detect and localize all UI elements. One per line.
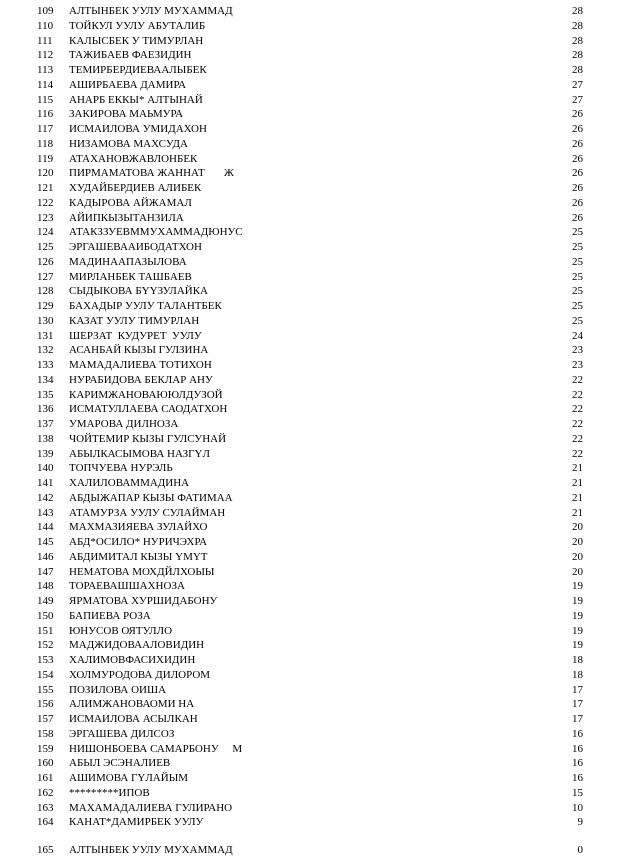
row-number: 134: [37, 373, 54, 386]
score-value: 19: [572, 595, 583, 607]
student-name: АШИМОВА ГҮЛАЙЫМ: [69, 772, 189, 784]
score-value: 25: [572, 314, 583, 327]
list-item: [0, 565, 619, 579]
row-number: 128: [37, 285, 54, 298]
row-number: 156: [37, 698, 54, 711]
list-item: [0, 653, 619, 667]
score-value: 16: [572, 727, 583, 740]
student-name: КАНАТ*ДАМИРБЕК УУЛУ: [69, 816, 204, 829]
student-name: ТЕМИРБЕРДИЕВААЛЫБЕК: [69, 64, 207, 76]
list-item: [0, 447, 619, 461]
list-item: [0, 358, 619, 372]
list-item: [0, 373, 619, 387]
list-item: [0, 668, 619, 682]
list-item: [0, 196, 619, 210]
row-number: 160: [37, 757, 54, 770]
list-item: [0, 137, 619, 151]
row-number: 130: [37, 314, 54, 327]
row-number: 165: [37, 844, 54, 856]
student-name: ПИРМАМАТОВА ЖАННАТ Ж: [69, 167, 234, 180]
student-name: ТОЙКУЛ УУЛУ АБУТАЛИБ: [69, 19, 206, 32]
student-name: ХАЛИЛОВАММАДИНА: [69, 477, 190, 489]
score-value: 25: [572, 285, 583, 298]
list-item: [0, 78, 619, 92]
score-value: 22: [572, 388, 583, 401]
student-name: ТОРАЕВАШШАХНОЗА: [69, 580, 185, 593]
score-value: 16: [572, 772, 583, 784]
student-name: ЭРГАШЕВААИБОДАТХОН: [69, 241, 202, 253]
student-name: АТАХАНОВЖАВЛОНБЕК: [69, 152, 198, 165]
student-name: ТОПЧУЕВА НУРЭЛЬ: [69, 462, 173, 475]
list-item: [0, 638, 619, 652]
score-value: 17: [572, 713, 583, 725]
score-value: 22: [572, 418, 583, 430]
score-value: 9: [577, 816, 583, 829]
student-name: МАХАМАДАЛИЕВА ГУЛИРАНО: [69, 801, 233, 814]
student-name: БАПИЕВА РОЗА: [69, 609, 151, 622]
list-item: [0, 756, 619, 770]
score-value: 18: [572, 654, 583, 666]
student-name: НИЗАМОВА МАХСУДА: [69, 137, 188, 150]
list-item: [0, 432, 619, 446]
student-name: АЙИПКЫЗЫТАНЗИЛА: [69, 211, 184, 224]
score-value: 28: [572, 49, 583, 62]
list-item: [0, 579, 619, 593]
score-value: 25: [572, 255, 583, 268]
list-item: [0, 48, 619, 62]
row-number: 152: [37, 639, 54, 652]
row-number: 158: [37, 727, 54, 740]
list-item: [0, 742, 619, 756]
score-value: 27: [572, 93, 583, 106]
score-value: 22: [572, 373, 583, 386]
list-item: [0, 402, 619, 416]
row-number: 162: [37, 786, 54, 799]
score-value: 28: [572, 64, 583, 76]
score-value: 20: [572, 565, 583, 578]
score-value: 20: [572, 550, 583, 563]
student-name: ЭРГАШЕВА ДИЛСОЗ: [69, 727, 175, 740]
score-value: 28: [572, 19, 583, 32]
student-name: ХУДАЙБЕРДИЕВ АЛИБЕК: [69, 182, 202, 194]
list-item: [0, 240, 619, 254]
score-value: 10: [572, 801, 583, 814]
student-name: ИСМАИЛОВА АСЫЛКАН: [69, 713, 198, 725]
row-number: 121: [37, 182, 54, 194]
list-item: [0, 624, 619, 638]
list-item: [0, 535, 619, 549]
score-value: 25: [572, 300, 583, 312]
list-item: [0, 93, 619, 107]
row-number: 112: [37, 49, 54, 62]
student-name: *********ИПОВ: [69, 786, 150, 799]
score-value: 28: [572, 34, 583, 47]
student-name: ЮНУСОВ ОЯТУЛЛО: [69, 624, 173, 637]
student-name: ШЕРЗАТ КУДУРЕТ УУЛУ: [69, 329, 202, 342]
student-name: КАРИМЖАНОВАЮЮЛДУЗОЙ: [69, 388, 223, 401]
score-value: 21: [572, 462, 583, 475]
list-item: [0, 843, 619, 857]
list-item: [0, 417, 619, 431]
row-number: 137: [37, 418, 54, 430]
student-name: МАМАДАЛИЕВА ТОТИХОН: [69, 359, 212, 371]
score-value: 25: [572, 241, 583, 253]
list-item: [0, 476, 619, 490]
list-item: [0, 181, 619, 195]
score-value: 18: [572, 668, 583, 681]
row-number: 155: [37, 683, 54, 696]
list-item: [0, 107, 619, 121]
score-value: 21: [572, 477, 583, 489]
list-item: [0, 461, 619, 475]
list-item: [0, 166, 619, 180]
row-number: 122: [37, 196, 54, 209]
score-value: 19: [572, 580, 583, 593]
row-number: 153: [37, 654, 54, 666]
list-item: [0, 284, 619, 298]
student-name: ЧОЙТЕМИР КЫЗЫ ГУЛСУНАЙ: [69, 432, 227, 445]
row-number: 141: [37, 477, 54, 489]
row-number: 142: [37, 491, 54, 504]
list-item: [0, 225, 619, 239]
list-item: [0, 299, 619, 313]
row-number: 163: [37, 801, 54, 814]
row-number: 119: [37, 152, 54, 165]
row-number: 148: [37, 580, 54, 593]
student-name: ПОЗИЛОВА ОИША: [69, 683, 167, 696]
score-value: 21: [572, 491, 583, 504]
list-item: [0, 314, 619, 328]
list-item: [0, 550, 619, 564]
score-value: 22: [572, 403, 583, 416]
list-item: [0, 34, 619, 48]
row-number: 135: [37, 388, 54, 401]
row-number: 143: [37, 506, 54, 519]
score-value: 26: [572, 182, 583, 194]
student-name: ТАЖИБАЕВ ФАЕЗИДИН: [69, 49, 192, 62]
student-name: МАДИНААПАЗЫЛОВА: [69, 255, 187, 268]
student-name: МАХМАЗИЯЕВА ЗУЛАЙХО: [69, 521, 208, 534]
score-value: 19: [572, 609, 583, 622]
score-value: 22: [572, 447, 583, 460]
score-value: 26: [572, 108, 583, 121]
student-name: КАЗАТ УУЛУ ТИМУРЛАН: [69, 314, 200, 327]
score-value: 23: [572, 359, 583, 371]
score-value: 22: [572, 432, 583, 445]
list-item: [0, 255, 619, 269]
list-item: [0, 343, 619, 357]
row-number: 118: [37, 137, 54, 150]
score-value: 26: [572, 137, 583, 150]
score-value: 19: [572, 639, 583, 652]
score-value: 0: [577, 844, 583, 856]
student-name: УМАРОВА ДИЛНОЗА: [69, 418, 179, 430]
list-item: [0, 491, 619, 505]
score-value: 26: [572, 211, 583, 224]
student-name: БАХАДЫР УУЛУ ТАЛАНТБЕК: [69, 300, 222, 312]
score-value: 19: [572, 624, 583, 637]
student-name: АЛИМЖАНОВАОМИ НА: [69, 698, 195, 711]
row-number: 157: [37, 713, 54, 725]
row-number: 138: [37, 432, 54, 445]
row-number: 146: [37, 550, 54, 563]
student-name: АБЫЛ ЭСЭНАЛИЕВ: [69, 757, 171, 770]
student-name: КАЛЫСБЕК У ТИМУРЛАН: [69, 34, 204, 47]
list-item: [0, 388, 619, 402]
list-item: [0, 712, 619, 726]
row-number: 124: [37, 226, 54, 239]
list-item: [0, 786, 619, 800]
score-value: 23: [572, 344, 583, 357]
row-number: 140: [37, 462, 54, 475]
student-name: АТАМУРЗА УУЛУ СУЛАЙМАН: [69, 506, 226, 519]
score-value: 20: [572, 536, 583, 548]
row-number: 136: [37, 403, 54, 416]
student-name: АТАКЗЗУЕВММУХАММАДЮНУС: [69, 226, 243, 239]
student-name: АЛТЫНБЕК УУЛУ МУХАММАД: [69, 844, 233, 856]
score-value: 25: [572, 226, 583, 239]
row-number: 159: [37, 742, 54, 755]
score-value: 25: [572, 270, 583, 283]
row-number: 164: [37, 816, 54, 829]
list-item: [0, 19, 619, 33]
student-name: НИШОНБОЕВА САМАРБОНУ М: [69, 742, 243, 755]
row-number: 151: [37, 624, 54, 637]
student-name: АШИРБАЕВА ДАМИРА: [69, 78, 187, 91]
row-number: 114: [37, 78, 54, 91]
student-name: ИСМАТУЛЛАЕВА САОДАТХОН: [69, 403, 228, 416]
student-name: АБДЫЖАПАР КЫЗЫ ФАТИМАА: [69, 491, 233, 504]
list-item: [0, 683, 619, 697]
student-name: ХОЛМУРОДОВА ДИЛОРОМ: [69, 668, 211, 681]
row-number: 125: [37, 241, 54, 253]
row-number: 132: [37, 344, 54, 357]
row-number: 147: [37, 565, 54, 578]
student-name: АБЫЛКАСЫМОВА НАЗГҮЛ: [69, 447, 210, 460]
row-number: 113: [37, 64, 54, 76]
student-name: ЯРМАТОВА ХУРШИДАБОНУ: [69, 595, 218, 607]
row-number: 109: [37, 5, 54, 17]
list-item: [0, 727, 619, 741]
list-item: [0, 594, 619, 608]
score-value: 20: [572, 521, 583, 534]
list-item: [0, 270, 619, 284]
score-value: 16: [572, 757, 583, 770]
score-value: 24: [572, 329, 583, 342]
score-value: 26: [572, 152, 583, 165]
row-number: 144: [37, 521, 54, 534]
list-item: [0, 329, 619, 343]
score-value: 26: [572, 196, 583, 209]
student-name: АЛТЫНБЕК УУЛУ МУХАММАД: [69, 5, 233, 17]
list-item: [0, 771, 619, 785]
score-value: 17: [572, 683, 583, 696]
student-name: ЗАКИРОВА МАЬМУРА: [69, 108, 184, 121]
list-item: [0, 815, 619, 829]
row-number: 139: [37, 447, 54, 460]
row-number: 131: [37, 329, 54, 342]
row-number: 161: [37, 772, 54, 784]
row-number: 117: [37, 123, 54, 135]
list-item: [0, 609, 619, 623]
row-number: 154: [37, 668, 54, 681]
row-number: 123: [37, 211, 54, 224]
row-number: 111: [37, 34, 53, 47]
score-value: 28: [572, 5, 583, 17]
score-value: 16: [572, 742, 583, 755]
score-value: 26: [572, 123, 583, 135]
row-number: 145: [37, 536, 54, 548]
student-name: НУРАБИДОВА БЕКЛАР АНУ: [69, 373, 213, 386]
list-item: [0, 520, 619, 534]
list-item: [0, 122, 619, 136]
list-item: [0, 697, 619, 711]
student-name: АБДИМИТАЛ КЫЗЫ ҮМҮТ: [69, 550, 208, 563]
row-number: 120: [37, 167, 54, 180]
list-item: [0, 506, 619, 520]
row-number: 129: [37, 300, 54, 312]
row-number: 126: [37, 255, 54, 268]
student-name: АСАНБАЙ КЫЗЫ ГУЛЗИНА: [69, 344, 209, 357]
student-name: АНАРБ ЕККЫ* АЛТЫНАЙ: [69, 93, 203, 106]
student-name: АБД*ОСИЛО* НУРИЧЭХРА: [69, 536, 208, 548]
student-name: МИРЛАНБЕК ТАШБАЕВ: [69, 270, 192, 283]
list-item: [0, 63, 619, 77]
list-item: [0, 211, 619, 225]
student-name: ИСМАИЛОВА УМИДАХОН: [69, 123, 207, 135]
score-value: 27: [572, 78, 583, 91]
list-item: [0, 801, 619, 815]
student-name: МАДЖИДОВААЛОВИДИН: [69, 639, 205, 652]
score-value: 17: [572, 698, 583, 711]
row-number: 127: [37, 270, 54, 283]
row-number: 110: [37, 19, 54, 32]
student-name: НЕМАТОВА МОХДЙЛХОЫЫ: [69, 565, 215, 578]
row-number: 149: [37, 595, 54, 607]
list-item: [0, 4, 619, 18]
student-name: СЫДЫКОВА БҮҮЗУЛАЙКА: [69, 285, 208, 298]
row-number: 150: [37, 609, 54, 622]
list-item: [0, 152, 619, 166]
score-value: 15: [572, 786, 583, 799]
row-number: 115: [37, 93, 54, 106]
student-name: КАДЫРОВА АЙЖАМАЛ: [69, 196, 192, 209]
row-number: 133: [37, 359, 54, 371]
score-value: 21: [572, 506, 583, 519]
score-value: 26: [572, 167, 583, 180]
row-number: 116: [37, 108, 54, 121]
student-name: ХАЛИМОВФАСИХИДИН: [69, 654, 196, 666]
